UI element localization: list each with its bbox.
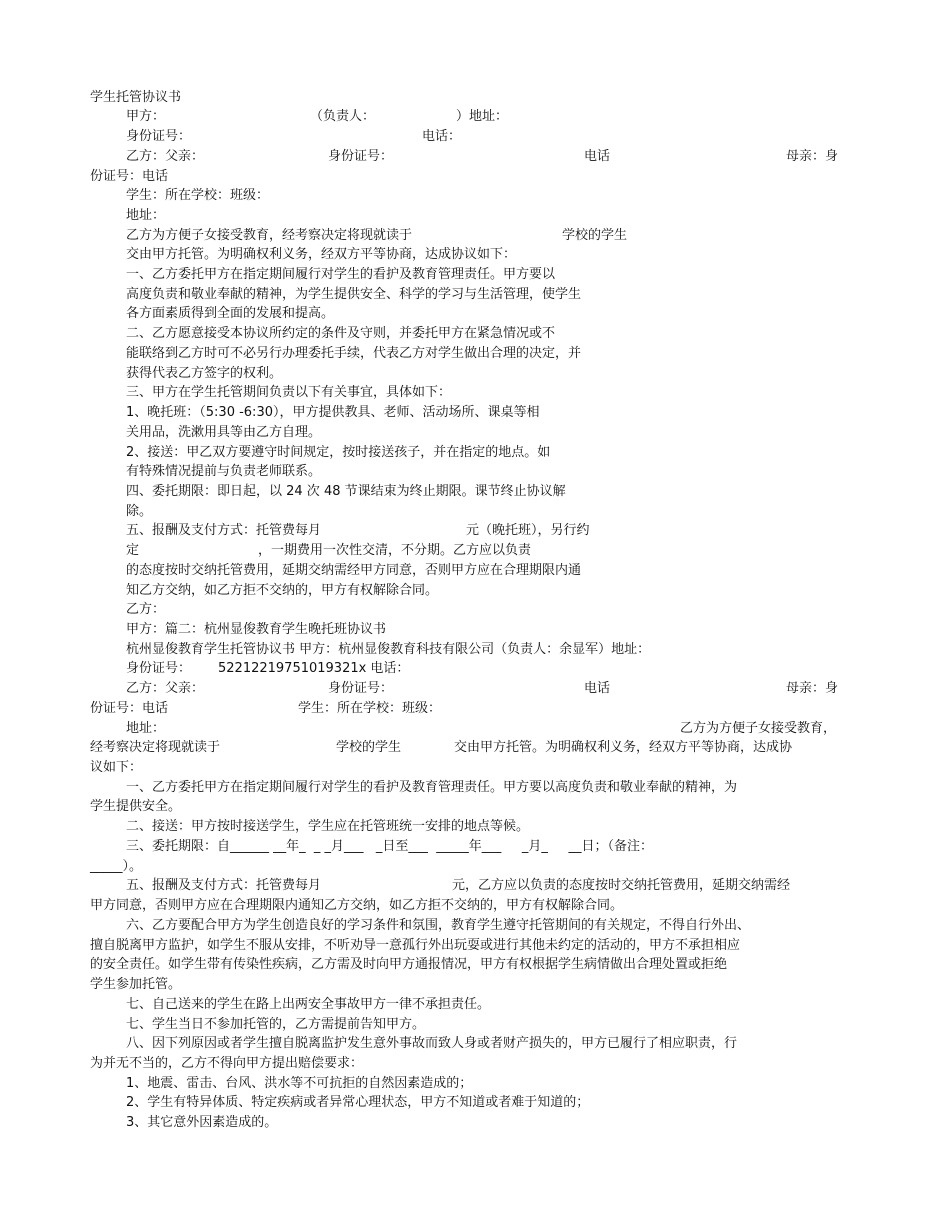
text-line: 各方面素质得到全面的发展和提高。: [126, 306, 335, 321]
text-line: 擅自脱离甲方监护，如学生不服从安排，不听劝导一意孤行外出玩耍或进行其他未约定的活动的，甲方不承担相应: [90, 938, 741, 953]
text: 学校的学生: [562, 228, 628, 243]
text-line: [90, 699, 850, 719]
text-line: 知乙方交纳，如乙方拒不交纳的，甲方有权解除合同。: [126, 583, 439, 598]
text: 电话：: [422, 129, 462, 144]
text: 乙方：父亲：: [126, 681, 205, 696]
document-title: 学生托管协议书: [90, 90, 182, 105]
text: 地址：: [126, 721, 166, 736]
id-line: [126, 659, 410, 679]
party-b-line: [126, 147, 856, 167]
text-line: 2、学生有特异体质、特定疾病或者异常心理状态，甲方不知道或者难于知道的；: [126, 1095, 590, 1110]
text: 元，乙方应以负责的态度按时交纳托管费用，延期交纳需经: [452, 878, 791, 893]
text-line: 高度负责和敬业奉献的精神，为学生提供安全、科学的学习与生活管理，使学生: [126, 287, 582, 302]
text-line: 八、因下列原因或者学生擅自脱离监护发生意外事故而致人身或者财产损失的，甲方已履行了相应职责，行: [126, 1036, 738, 1051]
text: 学校的学生: [336, 740, 402, 755]
text-line: 二、乙方愿意接受本协议所约定的条件及守则，并委托甲方在紧急情况或不: [126, 326, 556, 341]
text-line: 的态度按时交纳托管费用，延期交纳需经甲方同意，否则甲方应在合理期限内通: [126, 563, 582, 578]
text: 乙方为方便子女接受教育，经考察决定将现就读于: [126, 228, 413, 243]
text-line: 七、自己送来的学生在路上出两安全事故甲方一律不承担责任。: [126, 997, 491, 1012]
text-line: [126, 226, 628, 246]
text: 交由甲方托管。为明确权利义务，经双方平等协商，达成协: [454, 740, 793, 755]
text: 乙方为方便子女接受教育，: [680, 721, 837, 736]
text-line: 学生提供安全。: [90, 799, 182, 814]
text-line: 1、晚托班：（5:30 -6:30），甲方提供教具、老师、活动场所、课桌等相: [126, 405, 540, 420]
text-line: [126, 876, 791, 896]
text-line: 2、接送：甲乙双方要遵守时间规定，按时接送孩子，并在指定的地点。如: [126, 445, 551, 460]
text-line: 杭州显俊教育学生托管协议书 甲方：杭州显俊教育科技有限公司（负责人：余显军）地址：: [126, 642, 651, 657]
text: 电话: [584, 681, 611, 696]
text: 身份证号：: [126, 129, 192, 144]
text: 甲方：: [126, 109, 166, 124]
text: ）地址：: [456, 109, 509, 124]
text-line: 一、乙方委托甲方在指定期间履行对学生的看护及教育管理责任。甲方要以: [126, 267, 556, 282]
text-line: 二、接送：甲方按时接送学生，学生应在托管班统一安排的地点等候。: [126, 819, 530, 834]
text-line: 四、委托期限：即日起，以 24 次 48 节课结束为终止期限。课节终止协议解: [126, 484, 566, 499]
text: 经考察决定将现就读于: [90, 740, 221, 755]
text-line: [126, 541, 532, 561]
text-line: 甲方：篇二：杭州显俊教育学生晚托班协议书: [126, 622, 387, 637]
text: 五、报酬及支付方式：托管费每月: [126, 878, 322, 893]
text-line: [126, 719, 856, 739]
text-line: 获得代表乙方签字的权利。: [126, 366, 283, 381]
text: 乙方：父亲：: [126, 149, 205, 164]
text-line: 的安全责任。如学生带有传染性疾病，乙方需及时向甲方通报情况，甲方有权根据学生病情做出合理处置或拒绝: [90, 957, 728, 972]
text-line: 为并无不当的，乙方不得向甲方提出赔偿要求：: [90, 1056, 364, 1071]
text-line: 1、地震、雷击、台风、洪水等不可抗拒的自然因素造成的；: [126, 1076, 473, 1091]
text-line: 地址：: [126, 208, 166, 223]
text-line: 议如下：: [90, 760, 143, 775]
text-line: 学生参加托管。: [90, 977, 182, 992]
text-line: 份证号：电话: [90, 169, 169, 184]
text: 电话: [584, 149, 611, 164]
text: 母亲：身: [786, 681, 839, 696]
text-line: 六、乙方要配合甲方为学生创造良好的学习条件和氛围，教育学生遵守托管期间的有关规定，不得自行外出、: [126, 918, 751, 933]
text: ，一期费用一次性交清，不分期。乙方应以负责: [258, 543, 532, 558]
text-line: 七、学生当日不参加托管的，乙方需提前告知甲方。: [126, 1017, 426, 1032]
text: 五、报酬及支付方式：托管费每月: [126, 523, 322, 538]
text-line: 3、其它意外因素造成的。: [126, 1115, 278, 1130]
text-line: _____）。: [90, 859, 143, 874]
text-line: 能联络到乙方时可不必另行办理委托手续，代表乙方对学生做出合理的决定，并: [126, 346, 582, 361]
text-line: 三、甲方在学生托管期间负责以下有关事宜，具体如下：: [126, 385, 452, 400]
text-line: 三、委托期限：自______ __年_ _ _月___ _日至___ _____年___ _月_ __日；（备注：: [126, 839, 654, 854]
text-line: 除。: [126, 504, 153, 519]
text-line: 学生：所在学校：班级：: [126, 188, 270, 203]
text: 身份证号：: [328, 681, 394, 696]
text-line: 有特殊情况提前与负责老师联系。: [126, 464, 322, 479]
text: 身份证号：: [328, 149, 394, 164]
text: 身份证号：: [126, 661, 192, 676]
text: （负责人：: [310, 109, 376, 124]
party-b-line: [126, 679, 856, 699]
text-line: [90, 738, 860, 758]
text: 母亲：身: [786, 149, 839, 164]
id-line: [126, 127, 462, 147]
text-line: 乙方：: [126, 602, 166, 617]
text-line: 甲方同意，否则甲方应在合理期限内通知乙方交纳，如乙方拒不交纳的，甲方有权解除合同。: [90, 898, 624, 913]
text: 元（晚托班），另行约: [466, 523, 590, 538]
text: 学生：所在学校：班级：: [298, 701, 442, 716]
text-line: 关用品，洗漱用具等由乙方自理。: [126, 425, 322, 440]
text: 定: [126, 543, 140, 558]
text: 份证号：电话: [90, 701, 169, 716]
party-a-line: [126, 107, 509, 127]
text-line: [126, 521, 590, 541]
text-line: 一、乙方委托甲方在指定期间履行对学生的看护及教育管理责任。甲方要以高度负责和敬业奉献的精神，为: [126, 780, 738, 795]
text-line: 交由甲方托管。为明确权利义务，经双方平等协商，达成协议如下：: [126, 247, 517, 262]
text: 52212219751019321x 电话：: [218, 661, 410, 676]
